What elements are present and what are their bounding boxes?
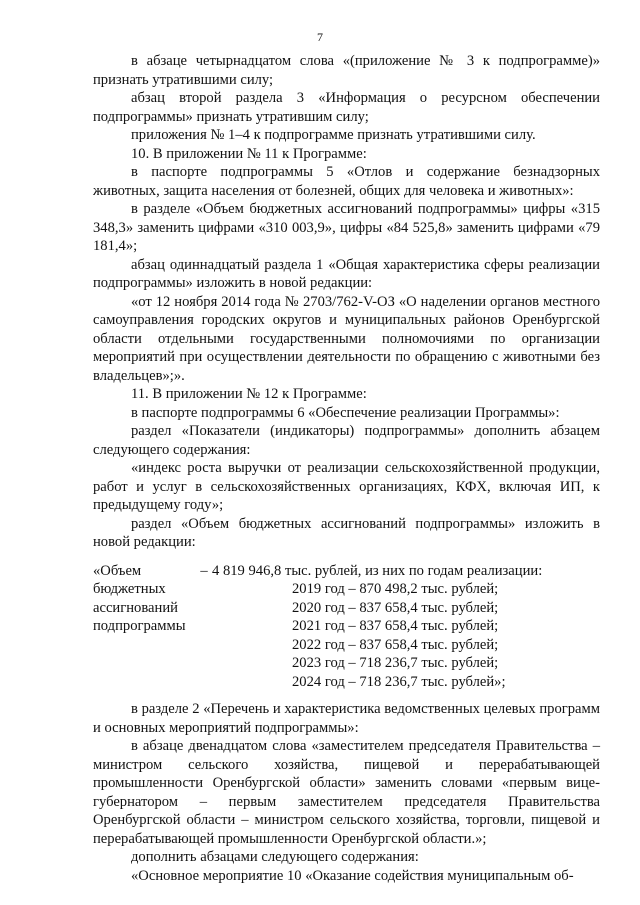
paragraph: «от 12 ноября 2014 года № 2703/762-V-ОЗ «О наделении органов местного самоуправления городских округов и муниципальных районов Оренбургской области отдельными государственными полномочиями по организации мероприятий при осуществлении деятельности по обращению с животными без владельцев»;». bbox=[93, 293, 600, 384]
budget-year-line: 2021 год – 837 658,4 тыс. рублей; bbox=[292, 618, 499, 634]
budget-year-line: 2022 год – 837 658,4 тыс. рублей; bbox=[292, 636, 499, 653]
section-heading: 10. В приложении № 11 к Программе: bbox=[131, 145, 367, 162]
paragraph: в паспорте подпрограммы 5 «Отлов и содержание безнадзорных животных, защита населения от болезней, общих для человека и животных»: bbox=[93, 164, 600, 199]
paragraph: в паспорте подпрограммы 6 «Обеспечение реализации Программы»: bbox=[131, 404, 560, 421]
page-number: 7 bbox=[317, 30, 323, 44]
section-heading: 11. В приложении № 12 к Программе: bbox=[131, 386, 367, 402]
paragraph: дополнить абзацами следующего содержания: bbox=[131, 849, 419, 865]
budget-label: «Объем бюджетных ассигнований подпрограммы bbox=[93, 562, 186, 634]
paragraph: в абзаце двенадцатом слова «заместителем председателя Правительства – министром сельского хозяйства, пищевой и перерабатывающей промышленности Оренбургской области» заменить словами «первым вице-губернатором – первым заместителем председателя Правительства Оренбургской области – министром сельского хозяйства, торговли, пищевой и перерабатывающей промышленности Оренбургской области.»; bbox=[93, 738, 600, 847]
budget-year-line: 2019 год – 870 498,2 тыс. рублей; bbox=[292, 581, 499, 597]
paragraph: «Основное мероприятие 10 «Оказание содействия муниципальным об- bbox=[131, 867, 574, 884]
paragraph: абзац второй раздела 3 «Информация о ресурсном обеспечении подпрограммы» признать утратившим силу; bbox=[93, 90, 600, 125]
paragraph: в абзаце четырнадцатом слова «(приложение № 3 к подпрограмме)» признать утратившими силу; bbox=[93, 53, 600, 88]
budget-block bbox=[93, 562, 600, 692]
budget-year-line: 2020 год – 837 658,4 тыс. рублей; bbox=[292, 599, 499, 616]
paragraph: раздел «Показатели (индикаторы) подпрограммы» дополнить абзацем следующего содержания: bbox=[93, 423, 600, 458]
budget-total: 4 819 946,8 тыс. рублей, из них по годам реализации: bbox=[212, 562, 543, 579]
budget-year-line: 2023 год – 718 236,7 тыс. рублей; bbox=[292, 655, 499, 671]
paragraph: в разделе 2 «Перечень и характеристика ведомственных целевых программ и основных мероприятий подпрограммы»: bbox=[93, 701, 600, 736]
paragraph: «индекс роста выручки от реализации сельскохозяйственной продукции, работ и услуг в сельскохозяйственных организациях, КФХ, включая ИП, к предыдущему году»; bbox=[93, 460, 600, 513]
paragraph: абзац одиннадцатый раздела 1 «Общая характеристика сферы реализации подпрограммы» изложить в новой редакции: bbox=[93, 256, 600, 291]
paragraph: раздел «Объем бюджетных ассигнований подпрограммы» изложить в новой редакции: bbox=[93, 515, 600, 550]
paragraph: в разделе «Объем бюджетных ассигнований подпрограммы» цифры «315 348,3» заменить цифрами «310 003,9», цифры «84 525,8» заменить цифрами «79 181,4»; bbox=[93, 201, 600, 254]
budget-dash: – bbox=[200, 562, 208, 579]
budget-year-line: 2024 год – 718 236,7 тыс. рублей»; bbox=[292, 673, 506, 690]
paragraph: приложения № 1–4 к подпрограмме признать утратившими силу. bbox=[131, 127, 536, 143]
document-body bbox=[93, 52, 600, 885]
budget-values bbox=[212, 562, 600, 692]
